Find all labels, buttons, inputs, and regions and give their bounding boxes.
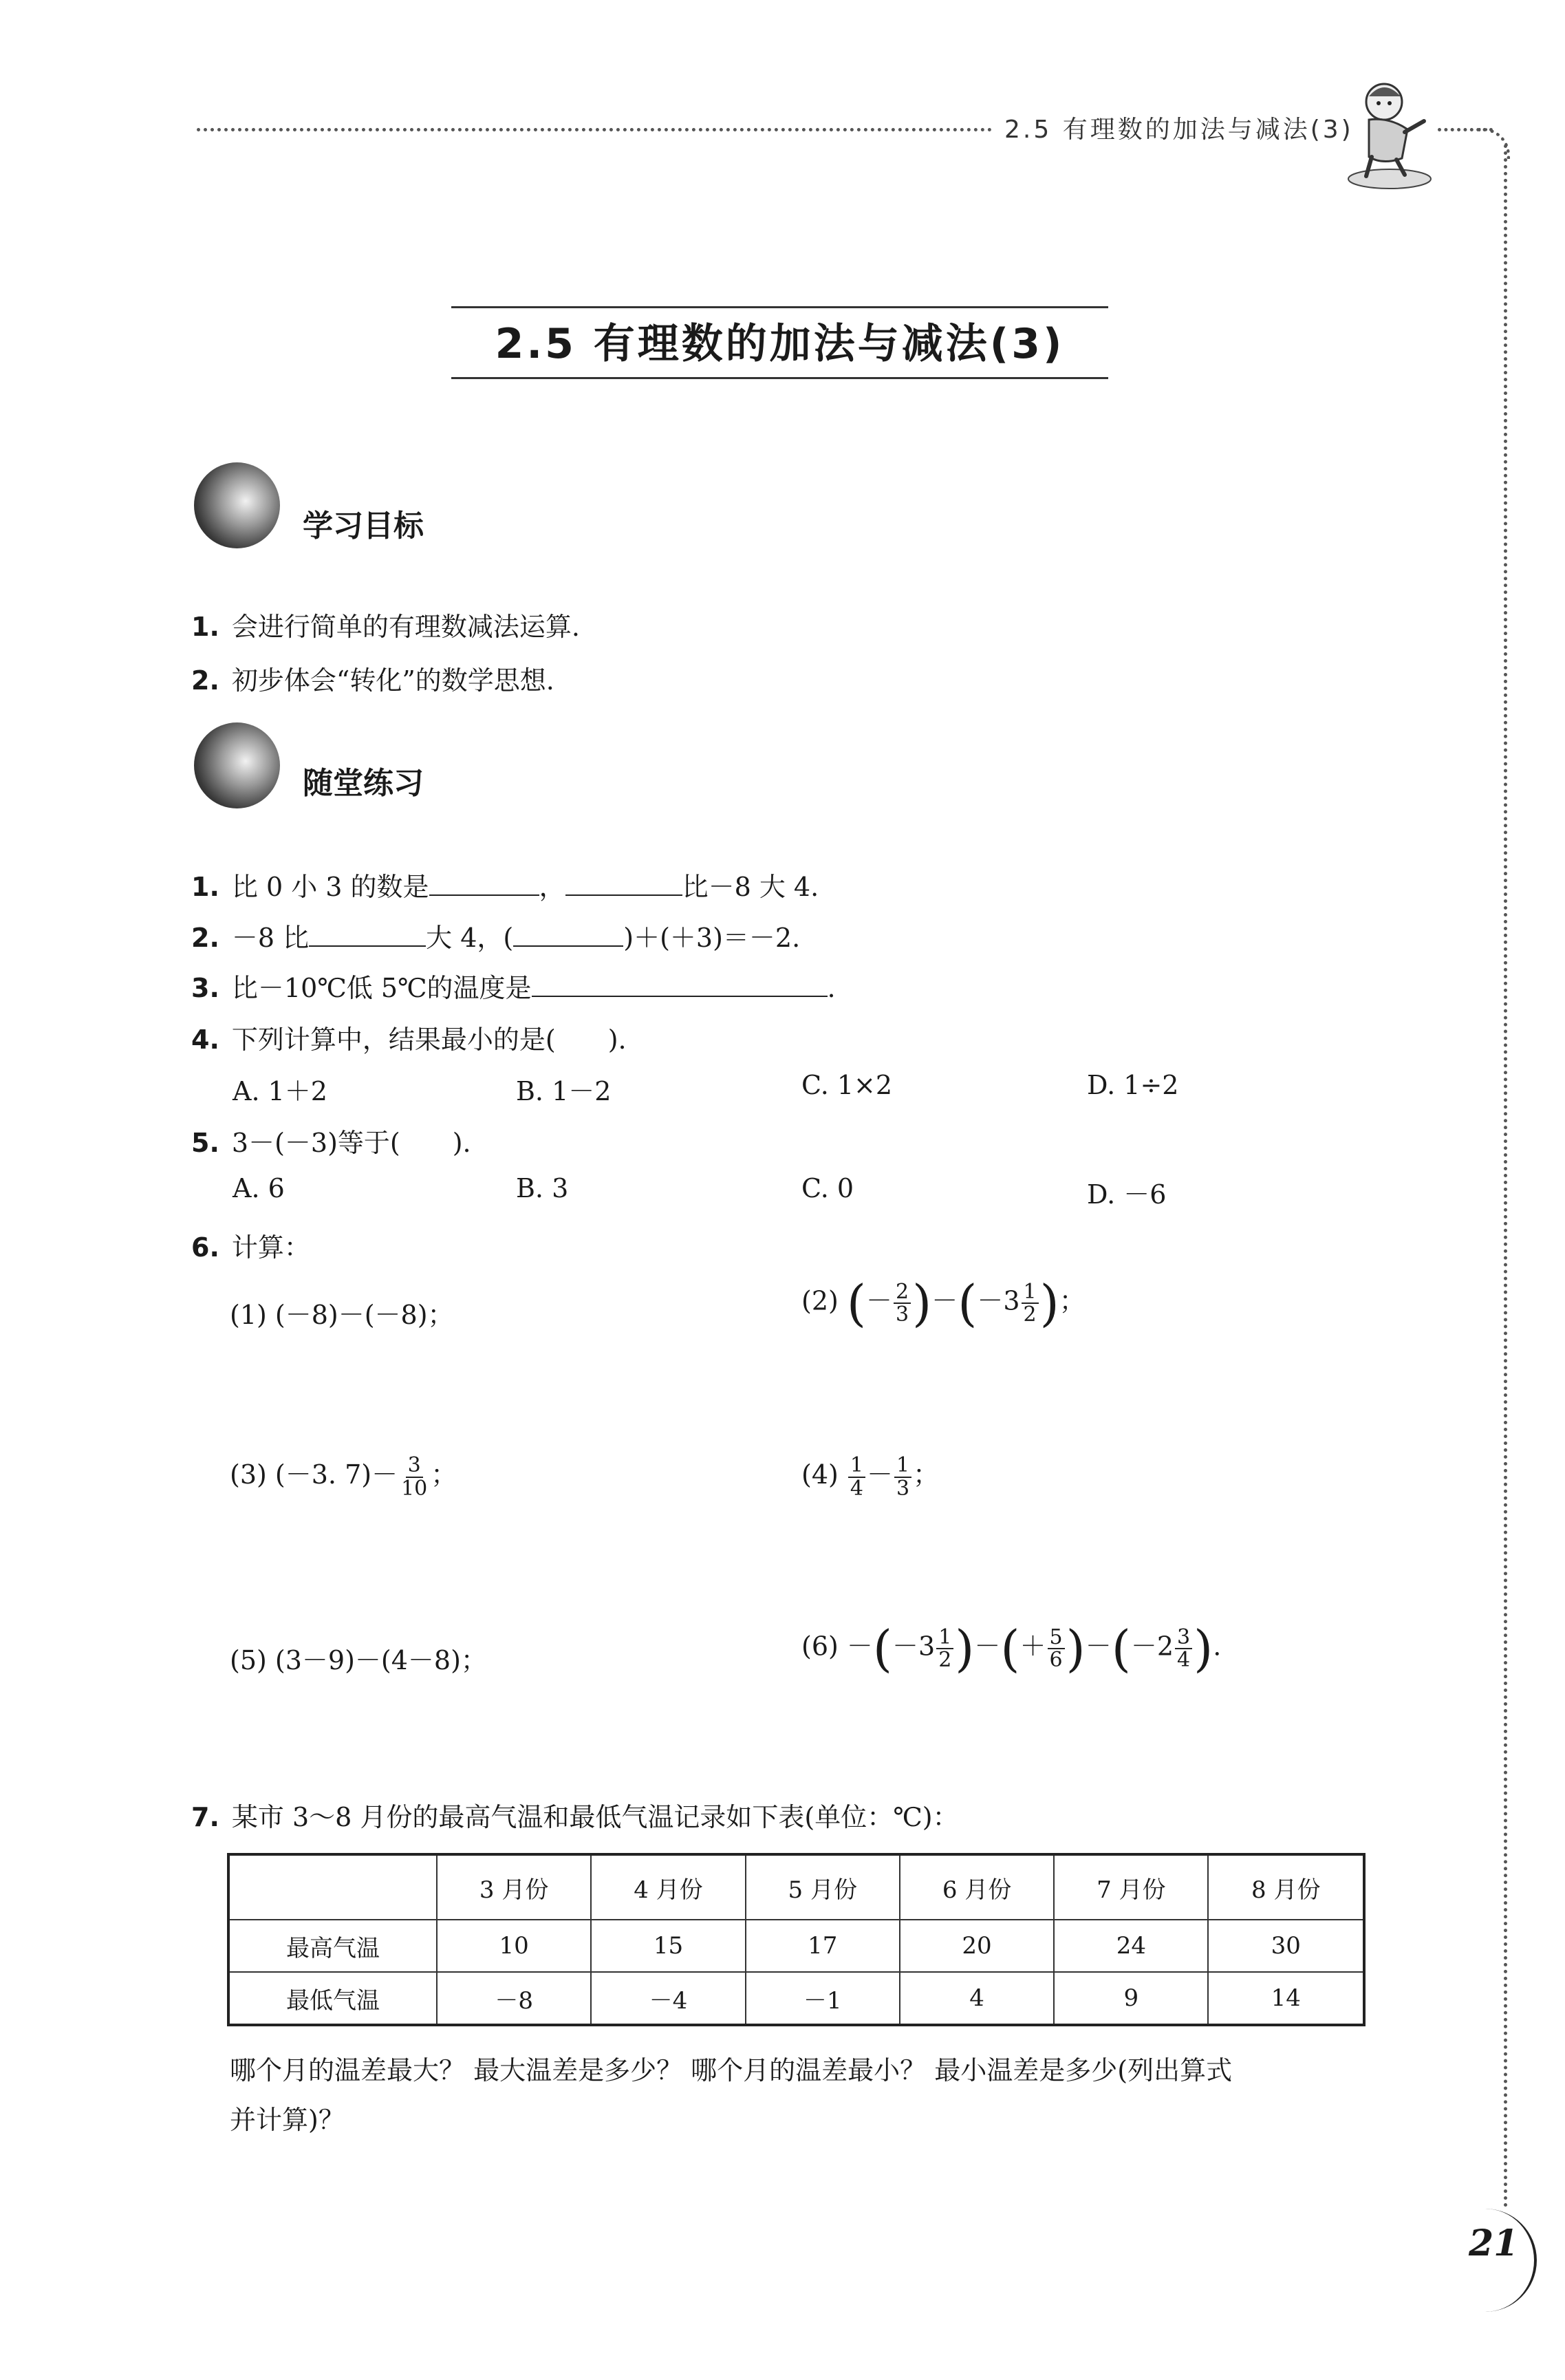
question-7: 7. 某市 3～8 月份的最高气温和最低气温记录如下表(单位：℃)：	[191, 1802, 959, 1832]
table-header-cell: 5 月份	[746, 1854, 900, 1920]
answer-blank[interactable]	[513, 922, 623, 947]
section-title-objectives: 学习目标	[303, 508, 424, 544]
table-row	[228, 1972, 1364, 2025]
page-number: 21	[1469, 2222, 1519, 2264]
table-cell	[228, 1854, 437, 1920]
option-c: C. 0	[801, 1173, 854, 1203]
option-c: C. 1×2	[801, 1070, 893, 1100]
section-title-practice: 随堂练习	[303, 766, 424, 801]
option-d: D. －6	[1087, 1179, 1167, 1210]
calc-2: (2) (－ $\frac{2}{3}$ )－(－3 $\frac{1}{2}$ )；	[801, 1274, 1086, 1332]
table-cell: 4	[900, 1972, 1054, 2025]
running-head: 2.5 有理数的加法与减法(3)	[1004, 116, 1354, 144]
question-3: 3. 比－10℃低 5℃的温度是 .	[191, 973, 836, 1003]
table-cell: 15	[591, 1920, 745, 1972]
table-row-label: 最低气温	[228, 1972, 437, 2025]
table-cell: 24	[1054, 1920, 1208, 1972]
table-header-cell: 4 月份	[591, 1854, 745, 1920]
title-rule-top	[451, 306, 1108, 308]
option-d: D. 1÷2	[1087, 1070, 1179, 1100]
table-header-cell: 8 月份	[1208, 1854, 1364, 1920]
table-cell: －8	[437, 1972, 591, 2025]
title-rule-bottom	[451, 377, 1108, 379]
answer-blank[interactable]	[532, 972, 828, 997]
answer-blank[interactable]	[429, 871, 539, 896]
table-cell: 20	[900, 1920, 1054, 1972]
option-b: B. 3	[516, 1173, 569, 1203]
table-header-cell: 3 月份	[437, 1854, 591, 1920]
mascot-illustration	[1341, 69, 1438, 193]
option-b: B. 1－2	[516, 1076, 612, 1106]
chapter-title: 2.5 有理数的加法与减法(3)	[495, 320, 1065, 368]
section-globe-icon	[194, 722, 280, 808]
calc-4: (4) $\frac{1}{4}$ － $\frac{1}{3}$ ；	[801, 1453, 940, 1501]
question-1: 1. 比 0 小 3 的数是 ， 比－8 大 4.	[191, 872, 819, 902]
temperature-table	[227, 1853, 1366, 2026]
calc-6: (6) －(－3 $\frac{1}{2}$ )－(＋ $\frac{5}{6}$ )－(－2 $\frac{3}{4}$ ).	[801, 1620, 1222, 1677]
question-7-prompt-line2: 并计算)？	[230, 2105, 345, 2135]
objective-item: 1. 会进行简单的有理数减法运算.	[191, 612, 580, 642]
table-cell: 14	[1208, 1972, 1364, 2025]
table-header-cell: 6 月份	[900, 1854, 1054, 1920]
question-2: 2. －8 比 大 4，( )＋(＋3)＝－2.	[191, 923, 801, 953]
table-header-row	[228, 1854, 1364, 1920]
section-globe-icon	[194, 462, 280, 548]
option-a: A. 1＋2	[233, 1076, 327, 1106]
table-row	[228, 1920, 1364, 1972]
calc-5: (5) (3－9)－(4－8)；	[230, 1645, 487, 1675]
table-cell: －1	[746, 1972, 900, 2025]
table-cell: 9	[1054, 1972, 1208, 2025]
answer-blank[interactable]	[565, 871, 682, 896]
question-7-prompt-line1: 哪个月的温差最大？ 最大温差是多少？ 哪个月的温差最小？ 最小温差是多少(列出算式	[230, 2055, 1233, 2086]
table-cell: 10	[437, 1920, 591, 1972]
question-5: 5. 3－(－3)等于( ).	[191, 1128, 471, 1158]
table-row-label: 最高气温	[228, 1920, 437, 1972]
right-dotted-rule	[1504, 144, 1507, 2209]
option-a: A. 6	[233, 1173, 285, 1203]
answer-blank[interactable]	[309, 922, 426, 947]
question-6: 6. 计算：	[191, 1232, 310, 1263]
objective-item: 2. 初步体会“转化”的数学思想.	[191, 665, 554, 696]
table-header-cell: 7 月份	[1054, 1854, 1208, 1920]
calc-1: (1) (－8)－(－8)；	[230, 1300, 454, 1330]
table-cell: 30	[1208, 1920, 1364, 1972]
table-cell: 17	[746, 1920, 900, 1972]
header-dotted-rule	[197, 128, 992, 131]
table-cell: －4	[591, 1972, 745, 2025]
question-4: 4. 下列计算中，结果最小的是( ).	[191, 1025, 627, 1055]
calc-3: (3) (－3. 7)－ $\frac{3}{10}$ ；	[230, 1453, 457, 1501]
